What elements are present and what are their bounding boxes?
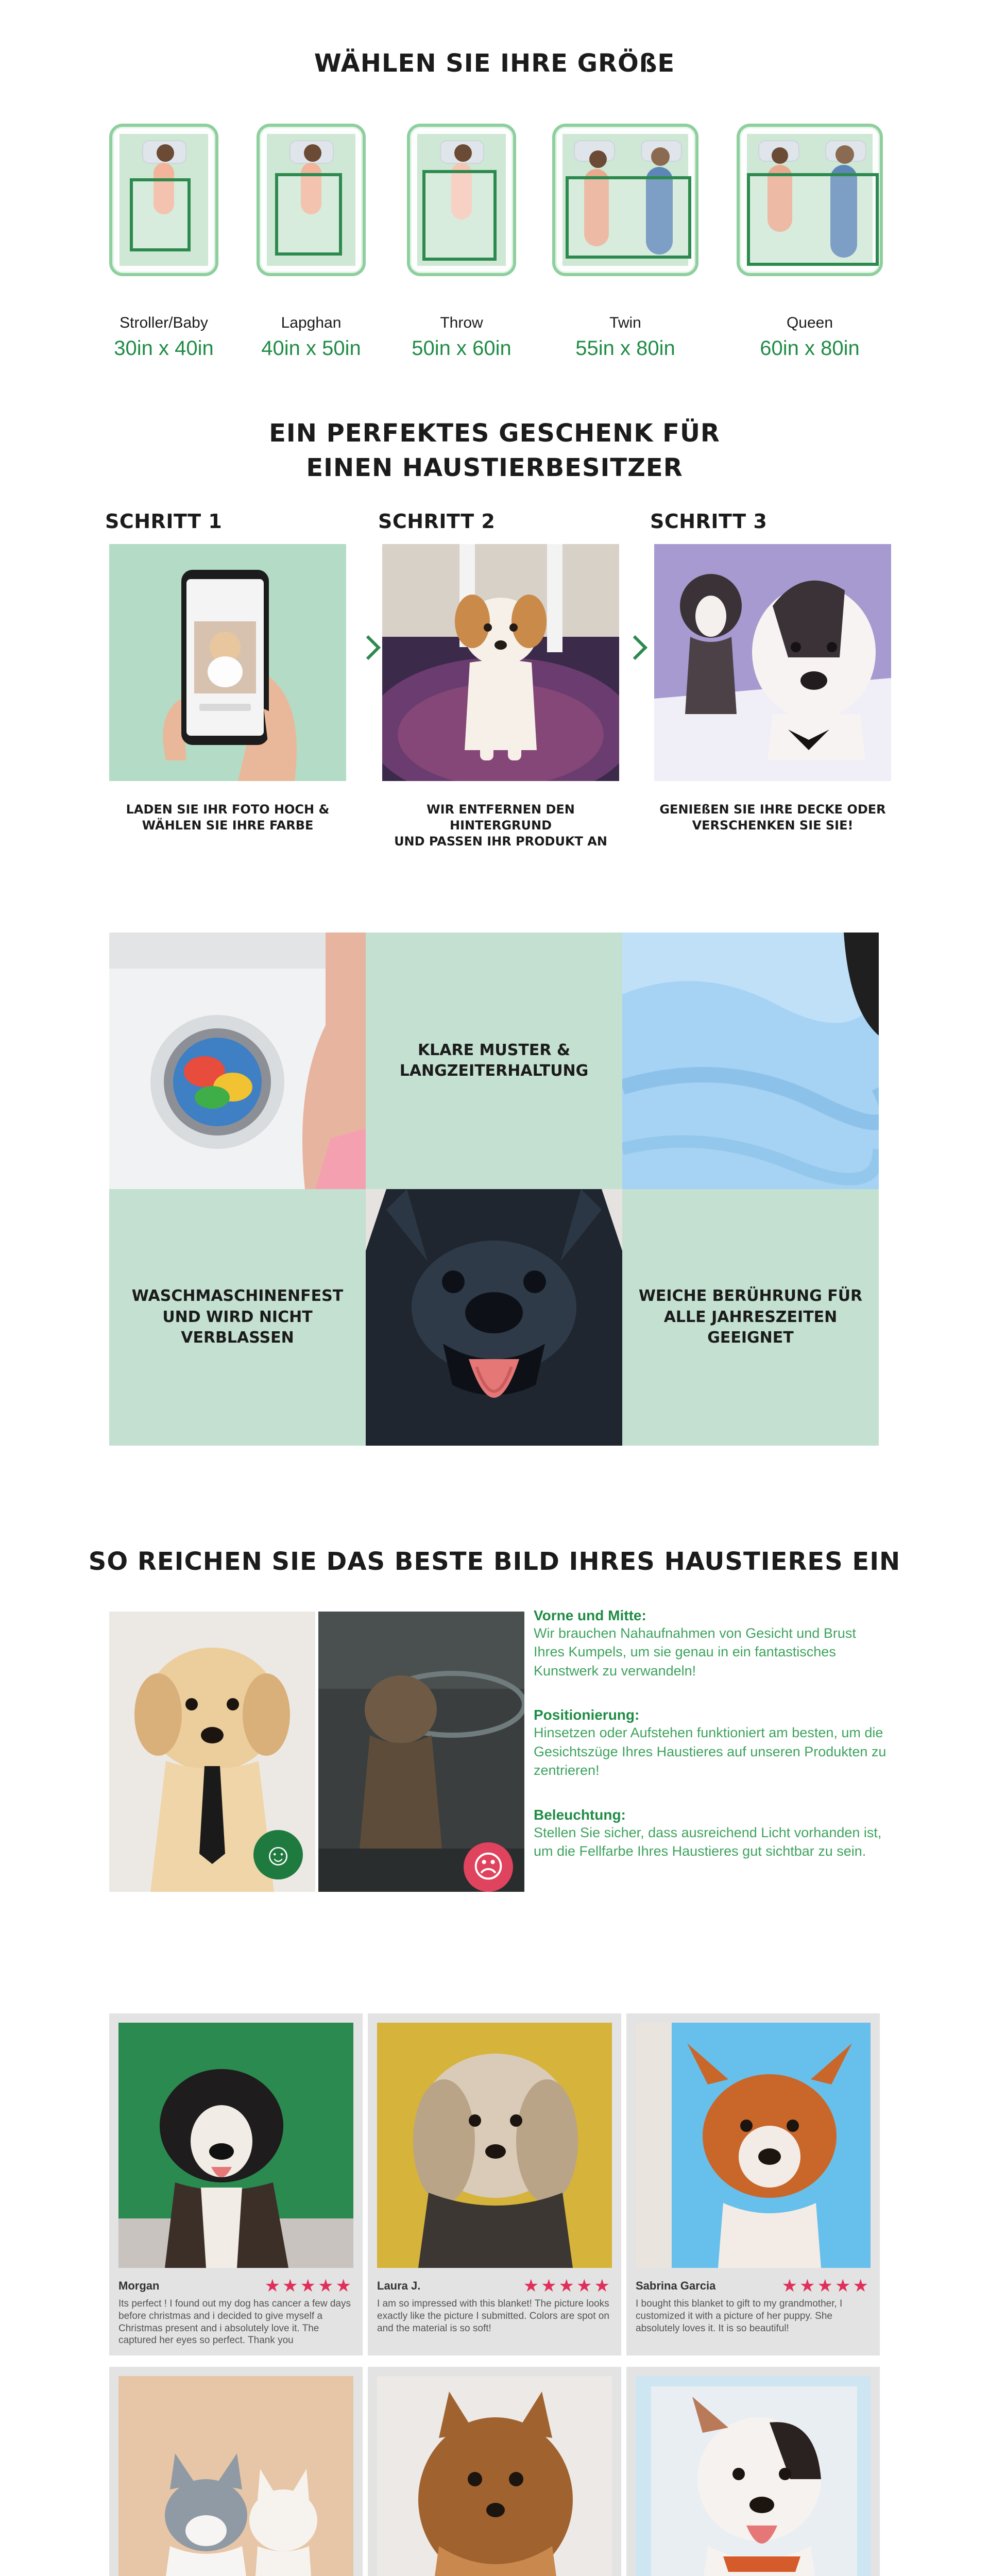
size-dimensions: 60in x 80in xyxy=(760,337,860,360)
gift-title-line2: EINEN HAUSTIERBESITZER xyxy=(306,453,683,483)
step-label: SCHRITT 2 xyxy=(378,510,496,533)
puppy-photo xyxy=(382,544,619,781)
star-rating-icon: ★★★★★ xyxy=(523,2276,612,2296)
size-illustration xyxy=(257,124,366,276)
phone-in-hand-illustration xyxy=(109,544,346,781)
step-2-image xyxy=(382,544,619,781)
dogs-on-blanket-photo xyxy=(654,544,891,781)
feature-washable: WASCHMASCHINENFEST UND WIRD NICHT VERBLASSEN xyxy=(109,1189,366,1446)
size-option-twin[interactable] xyxy=(552,124,698,360)
step-label: SCHRITT 3 xyxy=(650,510,768,533)
blanket-outline xyxy=(422,170,497,261)
size-name: Queen xyxy=(786,314,833,331)
customer-reviews xyxy=(109,2013,880,2576)
size-dimensions: 50in x 60in xyxy=(412,337,511,360)
sad-face-icon: ☹ xyxy=(464,1842,513,1892)
size-name: Lapghan xyxy=(281,314,342,331)
step-3 xyxy=(650,510,891,834)
review-photo xyxy=(377,2023,612,2268)
photo-tips-title: SO REICHEN SIE DAS BESTE BILD IHRES HAUSTIERES EIN xyxy=(88,1547,901,1576)
size-illustration xyxy=(407,124,516,276)
size-name: Twin xyxy=(609,314,641,331)
review-photo xyxy=(118,2376,353,2576)
blanket-outline xyxy=(747,173,879,266)
review-card xyxy=(626,2013,880,2355)
size-illustration xyxy=(552,124,698,276)
review-text: I am so impressed with this blanket! The picture looks exactly like the picture I submitted. Colors are spot on and the material is so soft! xyxy=(377,2298,609,2334)
feature-soft: WEICHE BERÜHRUNG FÜR ALLE JAHRESZEITEN GEEIGNET xyxy=(622,1189,879,1446)
review-photo xyxy=(377,2376,612,2576)
review-card xyxy=(368,2013,621,2355)
size-illustration xyxy=(737,124,883,276)
step-caption: WIR ENTFERNEN DEN HINTERGRUND UND PASSEN IHR PRODUKT AN xyxy=(394,802,607,849)
review-photo xyxy=(636,2023,871,2268)
size-option-throw[interactable] xyxy=(407,124,516,360)
features-grid xyxy=(109,933,880,1448)
review-card xyxy=(109,2013,363,2355)
blanket-outline xyxy=(275,173,342,256)
photo-tips-list xyxy=(534,1607,889,1888)
step-2 xyxy=(378,510,619,850)
tip-item: Vorne und Mitte: Wir brauchen Nahaufnahmen von Gesicht und Brust Ihres Kumpels, um sie genau in ein fantastisches Kunstwerk zu verwandeln! xyxy=(534,1607,856,1679)
size-option-queen[interactable] xyxy=(737,124,883,360)
blanket-outline xyxy=(130,178,191,251)
review-photo xyxy=(636,2376,871,2576)
size-option-lapghan[interactable] xyxy=(257,124,366,360)
blanket-outline xyxy=(566,176,691,259)
chevron-right-icon xyxy=(623,635,647,660)
size-illustration xyxy=(109,124,218,276)
size-dimensions: 40in x 50in xyxy=(261,337,361,360)
star-rating-icon: ★★★★★ xyxy=(781,2276,871,2296)
review-text: Its perfect ! I found out my dog has cancer a few days before christmas and i decided to give myself a Christmas present and i absolutely love it. The captured her eyes so perfect. Thank you xyxy=(118,2298,351,2346)
feature-pattern: KLARE MUSTER & LANGZEITERHALTUNG xyxy=(366,933,622,1189)
tip-item: Beleuchtung: Stellen Sie sicher, dass ausreichend Licht vorhanden ist, um die Fellfarbe Ihres Haustieres gut sichtbar zu sein. xyxy=(534,1806,882,1859)
star-rating-icon: ★★★★★ xyxy=(264,2276,353,2296)
size-name: Stroller/Baby xyxy=(120,314,208,331)
review-card xyxy=(368,2367,621,2576)
size-options xyxy=(0,72,989,360)
washing-machine-photo xyxy=(109,933,366,1189)
size-dimensions: 55in x 80in xyxy=(575,337,675,360)
happy-face-icon: ☺ xyxy=(253,1830,303,1879)
good-example-photo xyxy=(109,1612,315,1892)
bulldog-artwork xyxy=(366,1189,622,1446)
step-1 xyxy=(105,510,346,834)
step-caption: GENIEßEN SIE IHRE DECKE ODER VERSCHENKEN SIE SIE! xyxy=(659,802,886,833)
size-section-title: WÄHLEN SIE IHRE GRÖßE xyxy=(314,49,675,78)
review-text: I bought this blanket to gift to my grandmother, I customized it with a picture of her puppy. She absolutely loves it. It is so beautiful! xyxy=(636,2298,843,2334)
reviewer-name: Laura J. xyxy=(377,2279,421,2292)
bad-example-photo xyxy=(318,1612,524,1892)
gift-title-line1: EIN PERFEKTES GESCHENK FÜR xyxy=(269,419,720,448)
chevron-right-icon xyxy=(356,635,381,660)
review-card xyxy=(109,2367,363,2576)
step-3-image xyxy=(654,544,891,781)
reviewer-name: Morgan xyxy=(118,2279,160,2292)
review-card xyxy=(626,2367,880,2576)
gift-section-title xyxy=(0,416,989,485)
step-1-image xyxy=(109,544,346,781)
size-dimensions: 30in x 40in xyxy=(114,337,214,360)
step-caption: LADEN SIE IHR FOTO HOCH & WÄHLEN SIE IHRE FARBE xyxy=(126,802,330,833)
reviewer-name: Sabrina Garcia xyxy=(636,2279,716,2292)
size-name: Throw xyxy=(440,314,483,331)
review-photo xyxy=(118,2023,353,2268)
step-label: SCHRITT 1 xyxy=(105,510,223,533)
size-option-stroller[interactable] xyxy=(109,124,218,360)
soft-fabric-photo xyxy=(622,933,879,1189)
tip-item: Positionierung: Hinsetzen oder Aufstehen funktioniert am besten, um die Gesichtszüge Ihres Haustieres auf unseren Produkten zu zentrieren! xyxy=(534,1707,886,1778)
